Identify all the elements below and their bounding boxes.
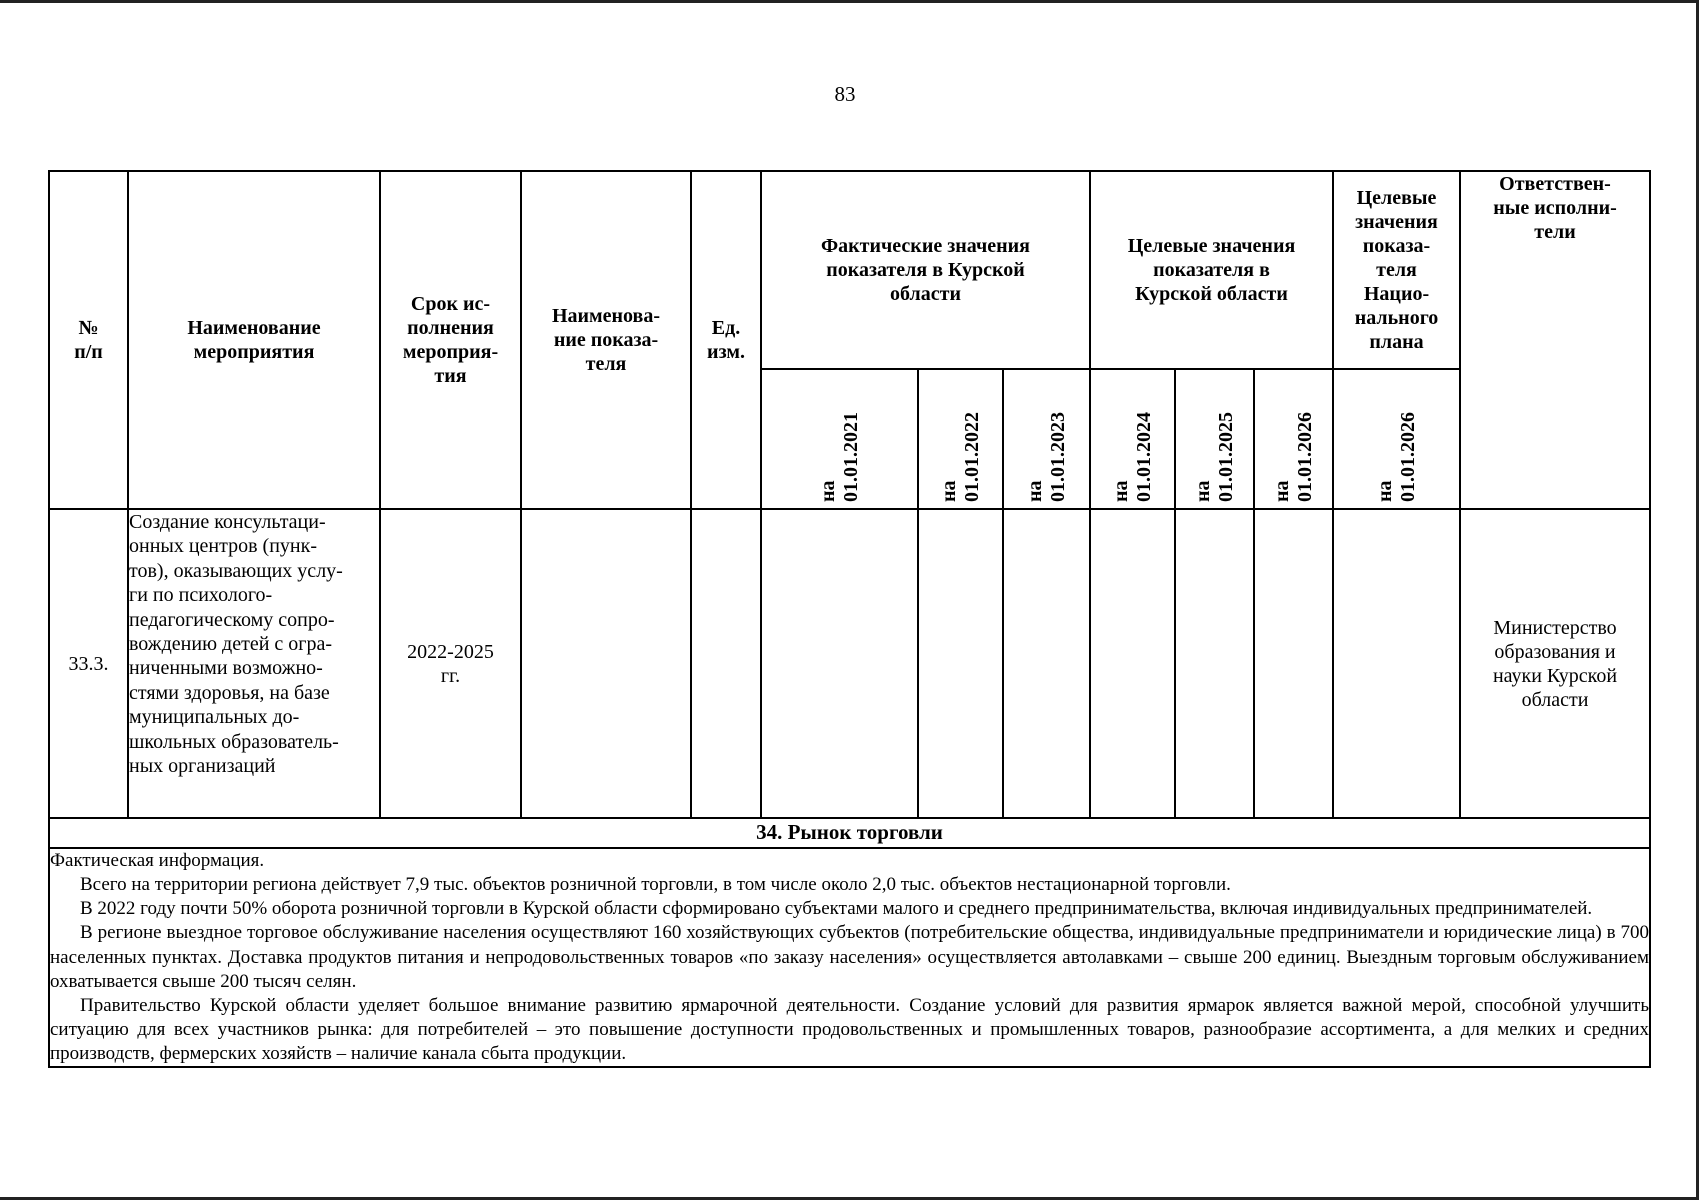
header-target-values: Целевые значения показателя в Курской области	[1090, 171, 1333, 369]
plan-table	[48, 170, 1651, 1068]
responsible-executor: Министерство образования и науки Курской области	[1460, 509, 1650, 818]
page-number: 83	[834, 82, 856, 106]
date-cell-target-2026	[1254, 369, 1333, 509]
value-actual-2023	[1003, 509, 1090, 818]
date-actual-2022: на 01.01.2022	[937, 412, 983, 502]
value-target-2026	[1254, 509, 1333, 818]
date-cell-actual-2021	[761, 369, 918, 509]
indicator-name-cell	[521, 509, 691, 818]
date-target-2024: на 01.01.2024	[1109, 412, 1155, 502]
table-row	[49, 509, 1650, 818]
info-heading: Фактическая информация.	[50, 850, 265, 871]
value-actual-2022	[918, 509, 1003, 818]
date-national-2026: на 01.01.2026	[1373, 412, 1419, 502]
event-description: Создание консультаци- онных центров (пунк- тов), оказывающих услу- ги по психолого- педагогическому сопро- вождению детей с огра- ниченными возможно- стями здоровья, на базе муниципальных до- школьных образователь- ных организаций	[128, 509, 380, 818]
date-actual-2021: на 01.01.2021	[816, 412, 862, 502]
section-row	[49, 818, 1650, 848]
date-cell-actual-2022	[918, 369, 1003, 509]
value-national-2026	[1333, 509, 1460, 818]
scan-border-top	[0, 0, 1699, 3]
header-event-name: Наименование мероприятия	[128, 171, 380, 509]
header-deadline: Срок ис- полнения мероприя- тия	[380, 171, 521, 509]
info-paragraph: Правительство Курской области уделяет большое внимание развитию ярмарочной деятельности. Создание условий для развития ярмарок является важной мерой, способной улучшить ситуацию для всех участников рынка: для потребителей – это повышение доступности продовольственных и промышленных товаров, разнообразие ассортимента, а для мелких и средних производств, фермерских хозяйств – наличие канала сбыта продукции.	[50, 994, 1649, 1064]
header-actual-values: Фактические значения показателя в Курской области	[761, 171, 1090, 369]
value-target-2025	[1175, 509, 1254, 818]
row-number: 33.3.	[49, 509, 128, 818]
factual-info	[49, 848, 1650, 1067]
date-cell-national-2026	[1333, 369, 1460, 509]
header-indicator-name: Наименова- ние показа- теля	[521, 171, 691, 509]
date-actual-2023: на 01.01.2023	[1023, 412, 1069, 502]
header-num: № п/п	[49, 171, 128, 509]
header-unit: Ед. изм.	[691, 171, 761, 509]
event-deadline: 2022-2025 гг.	[380, 509, 521, 818]
unit-cell	[691, 509, 761, 818]
date-cell-target-2024	[1090, 369, 1175, 509]
date-target-2025: на 01.01.2025	[1191, 412, 1237, 502]
info-row	[49, 848, 1650, 1067]
date-cell-actual-2023	[1003, 369, 1090, 509]
info-paragraph: Всего на территории региона действует 7,9 тыс. объектов розничной торговли, в том числе около 2,0 тыс. объектов нестационарной торговли.	[80, 874, 1231, 896]
date-cell-target-2025	[1175, 369, 1254, 509]
value-target-2024	[1090, 509, 1175, 818]
header-responsible: Ответствен- ные исполни- тели	[1460, 171, 1650, 509]
date-target-2026: на 01.01.2026	[1270, 412, 1316, 502]
header-national-target: Целевые значения показа- теля Нацио- нального плана	[1333, 171, 1460, 369]
info-paragraph: В 2022 году почти 50% оборота розничной торговли в Курской области сформировано субъектами малого и среднего предпринимательства, включая индивидуальных предпринимателей.	[80, 898, 1593, 920]
value-actual-2021	[761, 509, 918, 818]
header-row-1	[49, 171, 1650, 369]
section-title: 34. Рынок торговли	[49, 818, 1650, 848]
info-paragraph: В регионе выездное торговое обслуживание населения осуществляют 160 хозяйствующих субъектов (потребительские общества, индивидуальные предприниматели и юридические лица) в 700 населенных пунктах. Доставка продуктов питания и непродовольственных товаров «по заказу населения» осуществляется автолавками – свыше 200 единиц. Выездным торговым обслуживанием охватывается свыше 200 тысяч селян.	[50, 922, 1649, 992]
